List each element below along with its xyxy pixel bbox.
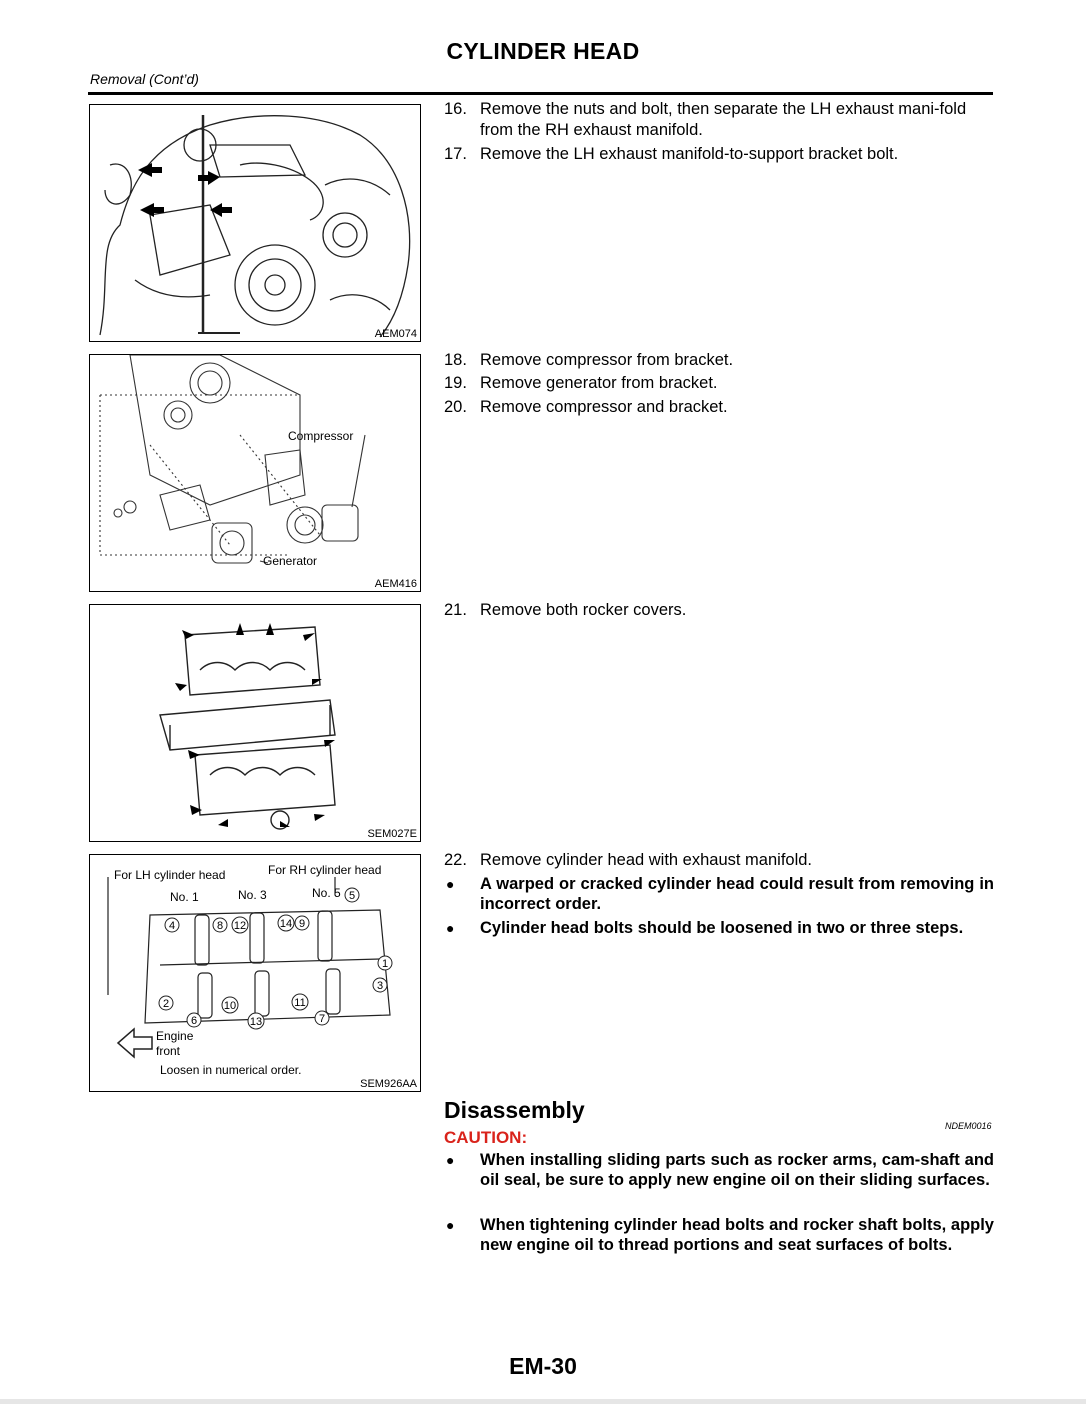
- removal-note-2: [444, 918, 994, 938]
- bolt-number: 3: [376, 980, 384, 992]
- step-text: Remove compressor and bracket.: [480, 398, 728, 416]
- step-number: 18.: [444, 351, 467, 369]
- removal-note-1: [444, 874, 994, 914]
- bullet-icon: ●: [446, 920, 455, 936]
- bullet-icon: ●: [446, 876, 455, 892]
- bolt-number: 9: [298, 918, 306, 930]
- figure-code: SEM926AA: [360, 1078, 417, 1090]
- note-text: When tightening cylinder head bolts and rocker shaft bolts, apply new engine oil to thread portions and seat surfaces of bolts.: [480, 1216, 994, 1254]
- step-number: 19.: [444, 374, 467, 392]
- compressor-generator-illustration: [90, 355, 420, 591]
- step-18: [444, 350, 994, 371]
- bolt-callouts: [159, 888, 392, 1029]
- disassembly-ref-code: NDEM0016: [945, 1121, 992, 1131]
- label-generator: Generator: [263, 554, 318, 568]
- figure-rocker-covers: [89, 604, 421, 842]
- bolt-number: 10: [223, 1000, 237, 1012]
- page-title: CYLINDER HEAD: [446, 38, 640, 64]
- bolt-number: 13: [249, 1016, 263, 1028]
- bullet-icon: ●: [446, 1152, 455, 1168]
- bolt-number: 12: [233, 920, 247, 932]
- label-loosen-order: Loosen in numerical order.: [160, 1063, 302, 1077]
- figure-compressor-generator: [89, 354, 421, 592]
- rocker-cover-illustration: [90, 605, 420, 841]
- step-number: 17.: [444, 145, 467, 163]
- step-16: [444, 99, 994, 141]
- engine-front-illustration: [90, 105, 420, 341]
- figure-code: SEM027E: [367, 828, 417, 840]
- label-engine: Engine: [156, 1029, 194, 1043]
- figure-exhaust-manifold: [89, 104, 421, 342]
- bolt-number: 8: [216, 920, 224, 932]
- step-number: 20.: [444, 398, 467, 416]
- caution-note-2: [444, 1215, 994, 1255]
- bolt-number: 6: [190, 1015, 198, 1027]
- bolt-number: 14: [279, 918, 293, 930]
- bolt-number: 2: [162, 998, 170, 1010]
- page-bottom-edge: [0, 1399, 1086, 1404]
- figure-bolt-loosening-order: [89, 854, 421, 1092]
- step-number: 16.: [444, 100, 467, 118]
- disassembly-heading: Disassembly: [444, 1097, 585, 1123]
- label-rh-cylinder-head: For RH cylinder head: [268, 863, 382, 877]
- step-number: 21.: [444, 601, 467, 619]
- step-21: [444, 600, 994, 621]
- note-text: When installing sliding parts such as rocker arms, cam-shaft and oil seal, be sure to apply new engine oil on their sliding surfaces.: [480, 1151, 994, 1189]
- step-text: Remove the nuts and bolt, then separate the LH exhaust mani-fold from the RH exhaust manifold.: [480, 100, 967, 139]
- step-19: [444, 373, 994, 394]
- page-number: EM-30: [509, 1353, 577, 1379]
- figure-code: AEM416: [374, 578, 417, 590]
- step-text: Remove generator from bracket.: [480, 374, 718, 392]
- step-text: Remove compressor from bracket.: [480, 351, 734, 369]
- step-number: 22.: [444, 851, 467, 869]
- bolt-number: 4: [168, 920, 176, 932]
- bolt-order-illustration: [90, 855, 420, 1091]
- bolt-number: 1: [381, 958, 389, 970]
- caution-label: CAUTION:: [444, 1128, 528, 1147]
- step-text: Remove both rocker covers.: [480, 601, 687, 619]
- label-front: front: [156, 1044, 181, 1058]
- bolt-number: 11: [294, 997, 306, 1009]
- note-text: Cylinder head bolts should be loosened in two or three steps.: [480, 919, 964, 937]
- step-20: [444, 397, 994, 418]
- label-no5: No. 5: [312, 886, 341, 900]
- label-no1: No. 1: [170, 890, 199, 904]
- label-no3: No. 3: [238, 888, 267, 902]
- bullet-icon: ●: [446, 1217, 455, 1233]
- caution-note-1: [444, 1150, 994, 1190]
- step-text: Remove the LH exhaust manifold-to-support bracket bolt.: [480, 145, 899, 163]
- header-divider: [88, 92, 993, 95]
- bolt-number: 7: [318, 1013, 326, 1025]
- figure-code: AEM074: [374, 328, 417, 340]
- step-17: [444, 144, 994, 165]
- engine-front-arrow-icon: [118, 1029, 152, 1057]
- section-label: Removal (Cont’d): [90, 71, 199, 87]
- note-text: A warped or cracked cylinder head could result from removing in incorrect order.: [480, 875, 994, 913]
- label-compressor: Compressor: [288, 429, 354, 443]
- label-lh-cylinder-head: For LH cylinder head: [114, 868, 226, 882]
- step-text: Remove cylinder head with exhaust manifold.: [480, 851, 813, 869]
- step-22: [444, 850, 994, 871]
- bolt-number: 5: [348, 890, 356, 902]
